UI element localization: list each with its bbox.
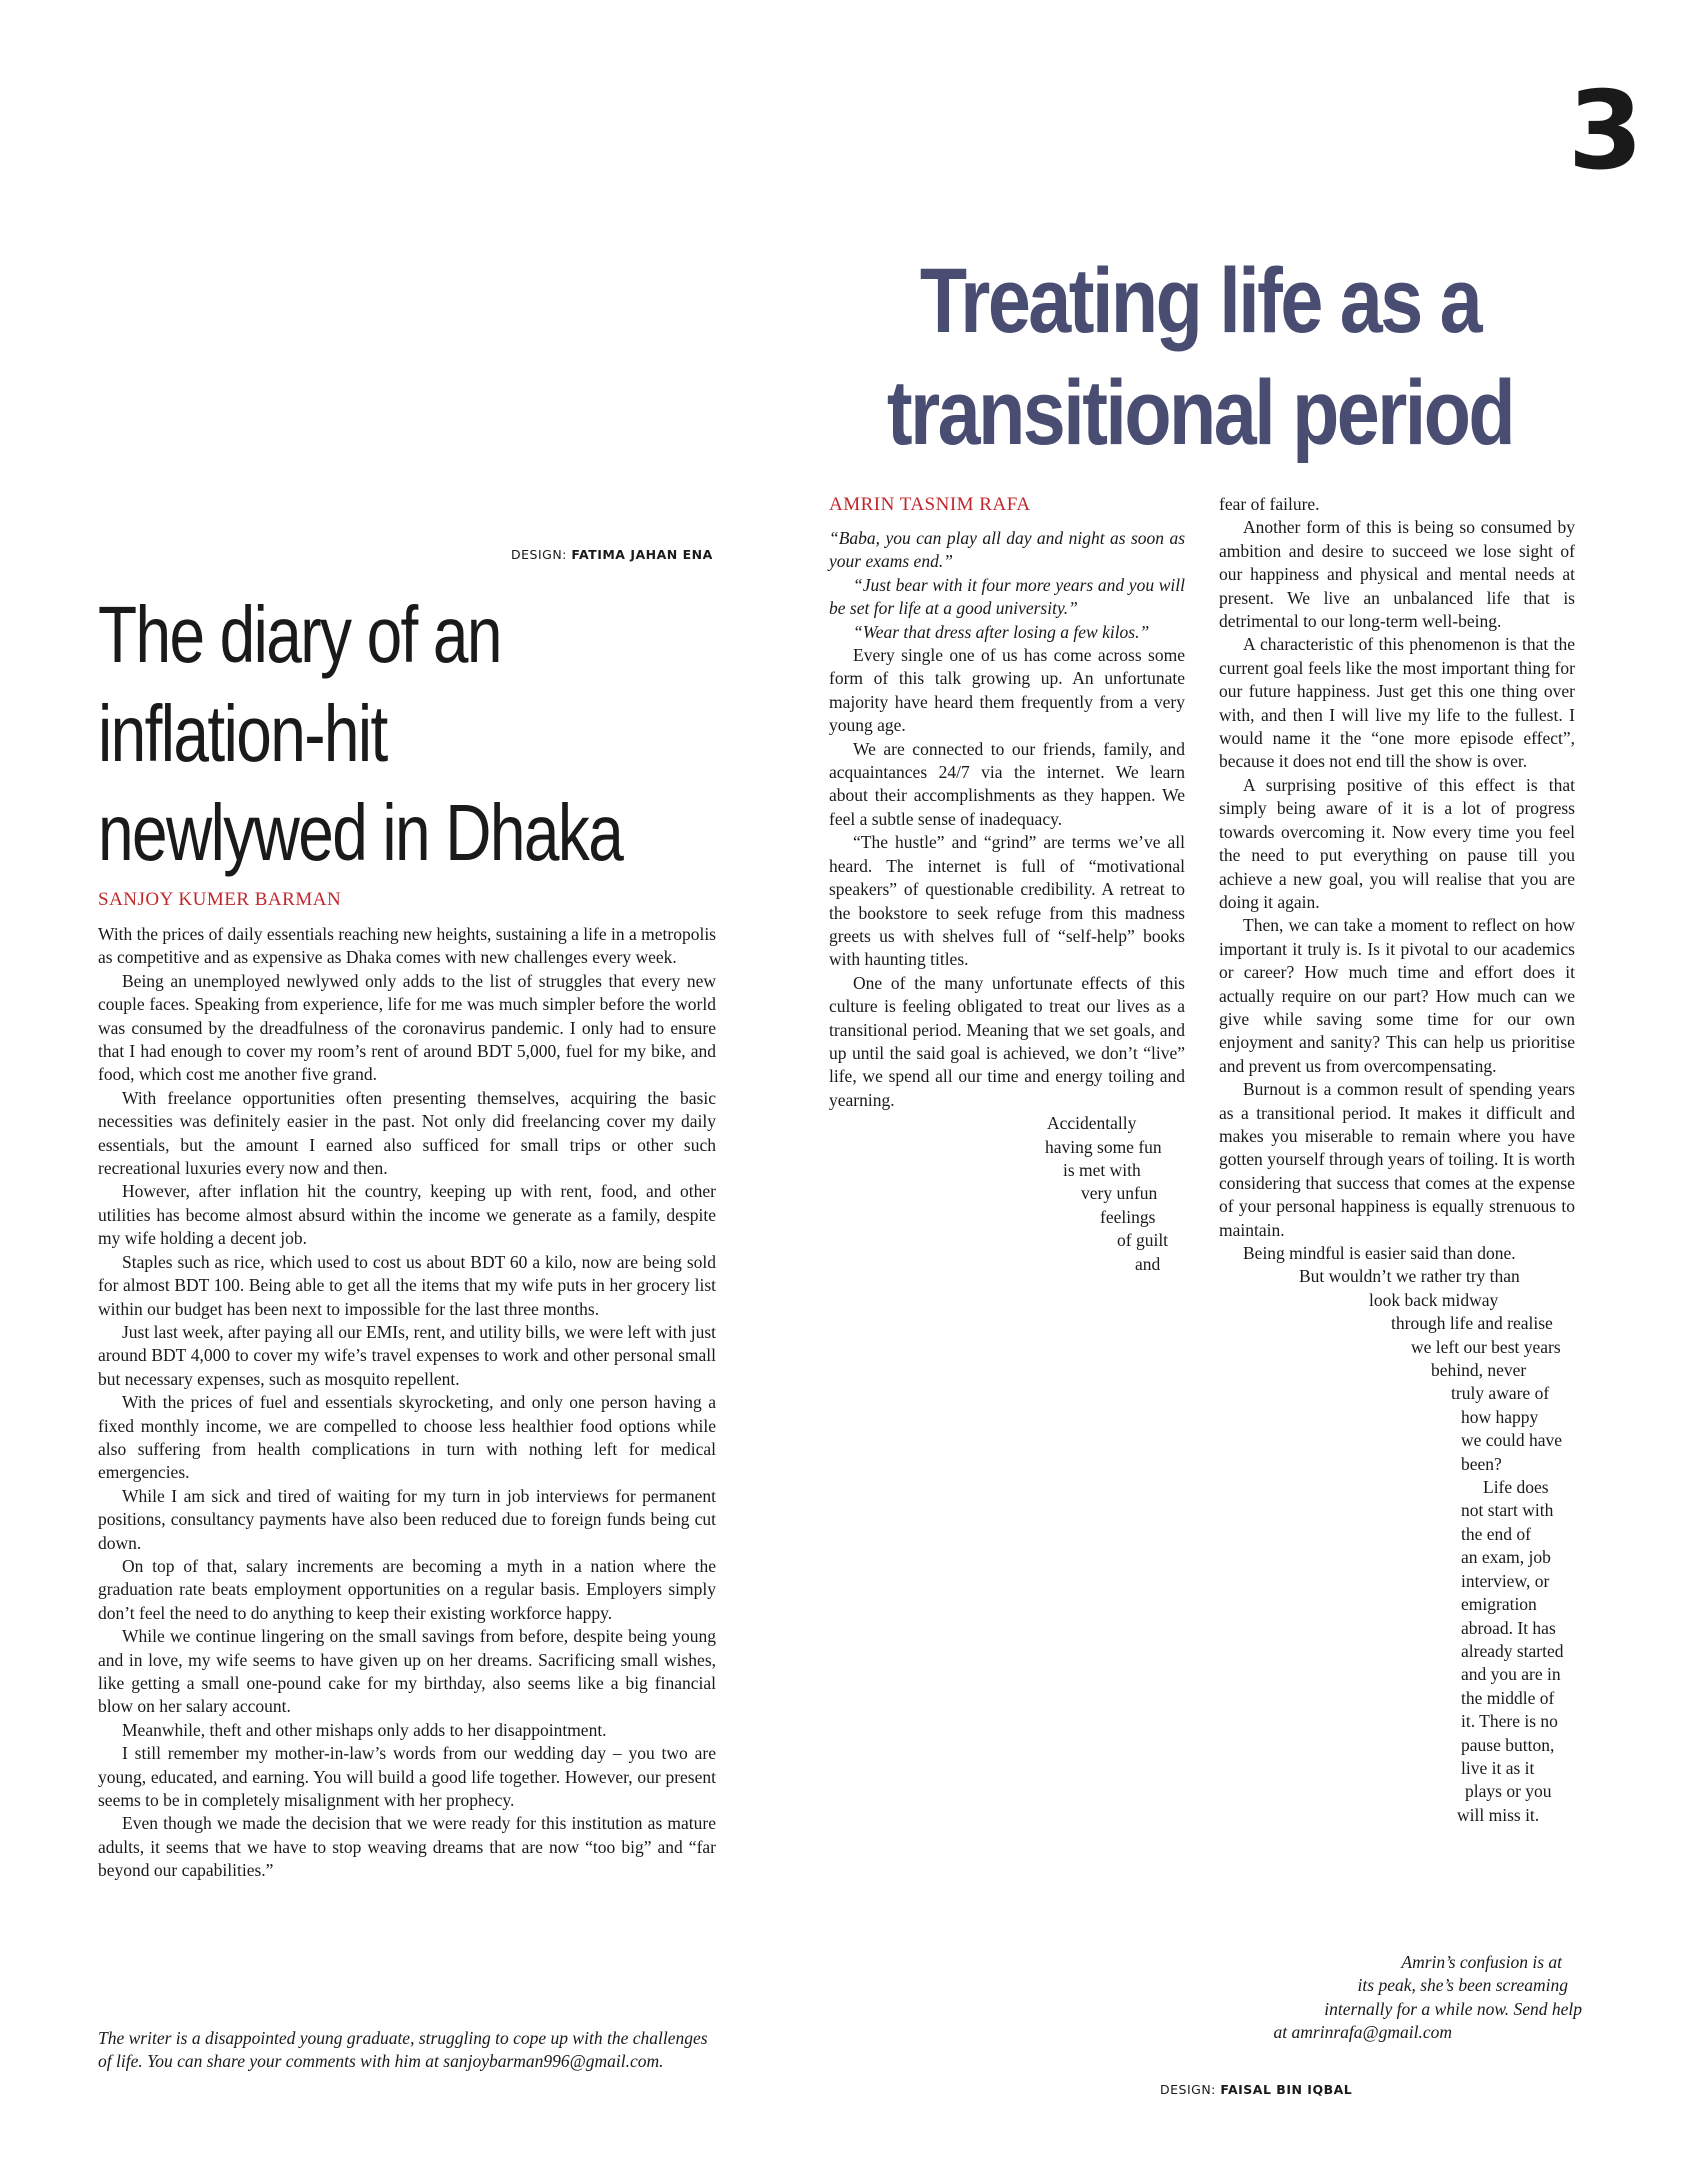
- taper-line: truly aware of: [1451, 1383, 1550, 1404]
- author-note-line: its peak, she’s been screaming: [1357, 1975, 1568, 1996]
- left-design-credit: [511, 547, 713, 562]
- paragraph: With the prices of daily essentials reaching new heights, sustaining a life in a metropolis as competitive and as expensive as Dhaka comes with new challenges every week.: [98, 924, 716, 968]
- right-article-headline: [847, 245, 1553, 469]
- author-note-line: Amrin’s confusion is at: [1401, 1952, 1562, 1972]
- author-note-line: at amrinrafa@gmail.com: [1273, 2022, 1452, 2043]
- taper-line: is met with: [1063, 1159, 1141, 1180]
- taper-line: already started: [1461, 1640, 1564, 1661]
- left-article-body: [98, 923, 716, 1883]
- paragraph: With the prices of fuel and essentials skyrocketing, and only one person having a fixed monthly income, we are compelled to choose less healthier food options while also suffering from health complications in turn with nothing left for medical emergencies.: [98, 1392, 716, 1483]
- taper-line: abroad. It has: [1461, 1617, 1556, 1638]
- paragraph: On top of that, salary increments are becoming a myth in a nation where the graduation rate beats employment opportunities on a regular basis. Employers simply don’t feel the need to do anything to keep their existing workforce happy.: [98, 1555, 716, 1623]
- taper-line: live it as it: [1461, 1757, 1535, 1778]
- quote: “Just bear with it four more years and you will be set for life at a good university.”: [829, 574, 1185, 619]
- paragraph: “The hustle” and “grind” are terms we’ve all heard. The internet is full of “motivational speakers” of questionable credibility. A retreat to the bookstore to seek refuge from this madness greets us with shelves full of “self-help” books with haunting titles.: [829, 832, 1185, 970]
- paragraph: We are connected to our friends, family, and acquaintances 24/7 via the internet. We learn about their accomplishments as they happen. We feel a subtle sense of inadequacy.: [829, 738, 1185, 829]
- right-design-name: FAISAL BIN IQBAL: [1220, 2082, 1353, 2097]
- author-note-line: internally for a while now. Send help: [1324, 1998, 1582, 2019]
- taper-line: we left our best years: [1411, 1336, 1561, 1357]
- paragraph: However, after inflation hit the country, keeping up with rent, food, and other utilities has become almost absurd within the income we generate as a family, despite my wife holding a decent job.: [98, 1181, 716, 1249]
- paragraph: Staples such as rice, which used to cost us about BDT 60 a kilo, now are being sold for almost BDT 100. Being able to get all the items that my wife puts in her grocery list within our budget has been next to impossible for the last three months.: [98, 1251, 716, 1319]
- mid-taper-block: [829, 1112, 1185, 1276]
- paragraph: Another form of this is being so consumed by ambition and desire to succeed we lose sight of our happiness and physical and mental needs at present. We live an unbalanced life that is detrimental to our long-term well-being.: [1219, 517, 1575, 632]
- paragraph: With freelance opportunities often presenting themselves, acquiring the basic necessities was definitely easier in the past. Not only did freelancing cover my daily essentials, but the amount I earned also sufficed for small trips or other such recreational luxuries every now and then.: [98, 1087, 716, 1179]
- paragraph: Then, we can take a moment to reflect on how important it truly is. Is it pivotal to our academics or career? How much time and effort does it actually require on our part? How much can we give while saving some time for our own enjoyment and sanity? This can help us prioritise and prevent us from overcompensating.: [1219, 915, 1575, 1076]
- paragraph: Meanwhile, theft and other mishaps only adds to her disappointment.: [122, 1719, 607, 1740]
- taper-line: very unfun: [1081, 1183, 1158, 1204]
- taper-line: through life and realise: [1391, 1313, 1553, 1334]
- paragraph: Every single one of us has come across some form of this talk growing up. An unfortunate majority have heard them frequently from a very young age.: [829, 645, 1185, 736]
- taper-line: been?: [1461, 1453, 1502, 1474]
- taper-line: we could have: [1461, 1430, 1563, 1451]
- taper-line: the end of: [1461, 1523, 1531, 1544]
- taper-line: look back midway: [1369, 1289, 1499, 1310]
- taper-line: Accidentally: [1047, 1113, 1137, 1134]
- page-number: 3: [1567, 69, 1643, 194]
- taper-line: having some fun: [1045, 1136, 1162, 1157]
- taper-line: behind, never: [1431, 1360, 1527, 1381]
- taper-line: pause button,: [1461, 1734, 1555, 1755]
- right-article-right-column: [1219, 493, 1575, 1827]
- taper-line: interview, or: [1461, 1570, 1550, 1591]
- taper-line: how happy: [1461, 1406, 1539, 1427]
- taper-line: of guilt: [1117, 1230, 1169, 1251]
- left-headline-line-1: The diary of an: [98, 590, 501, 679]
- paragraph: Burnout is a common result of spending years as a transitional period. It makes it difficult and makes you miserable to remain where you have gotten yourself through years of toiling. It is worth considering that success that comes at the expense of your personal happiness is equally strenuous to maintain.: [1219, 1079, 1575, 1240]
- paragraph: While I am sick and tired of waiting for my turn in job interviews for permanent positions, consultancy payments have also been reduced due to foreign funds being cut down.: [98, 1485, 716, 1553]
- taper-line: the middle of: [1461, 1687, 1555, 1708]
- taper-line: will miss it.: [1457, 1804, 1540, 1825]
- taper-line: But wouldn’t we rather try than: [1299, 1266, 1520, 1287]
- left-article-byline: SANJOY KUMER BARMAN: [98, 889, 342, 910]
- writer-note: The writer is a disappointed young graduate, struggling to cope up with the challenges of life. You can share your comments with him at sanjoybarman996@gmail.com.: [98, 2028, 708, 2072]
- right-taper-block: [1219, 1265, 1575, 1827]
- taper-line: emigration: [1461, 1594, 1537, 1615]
- right-design-label: DESIGN:: [1160, 2082, 1221, 2097]
- left-headline-line-3: newlywed in Dhaka: [98, 788, 623, 877]
- taper-line: and you are in: [1461, 1664, 1561, 1685]
- taper-line: and: [1135, 1253, 1161, 1274]
- paragraph: Being mindful is easier said than done.: [1243, 1243, 1516, 1263]
- paragraph: I still remember my mother-in-law’s words from our wedding day – you two are young, educated, and earning. You will build a good life together. However, our present seems to be in completely misalignment with her prophecy.: [98, 1743, 716, 1811]
- right-headline-line-1: Treating life as a: [919, 250, 1481, 352]
- right-article-byline: AMRIN TASNIM RAFA: [829, 494, 1031, 515]
- taper-line: an exam, job: [1461, 1547, 1551, 1568]
- paragraph: A surprising positive of this effect is that simply being aware of it is a lot of progress towards overcoming it. Now every time you feel the need to put everything on pause till you achieve a new goal, you will realise that you are doing it again.: [1219, 774, 1575, 912]
- paragraph: Just last week, after paying all our EMIs, rent, and utility bills, we were left with just around BDT 4,000 to cover my wife’s travel expenses to work and other personal small but necessary expenses, such as mosquito repellent.: [98, 1321, 716, 1389]
- paragraph: fear of failure.: [1219, 494, 1320, 514]
- right-design-credit: [1160, 2082, 1352, 2097]
- author-note: [1222, 1951, 1582, 2045]
- paragraph: One of the many unfortunate effects of this culture is feeling obligated to treat our lives as a transitional period. Meaning that we set goals, and up until the said goal is achieved, we don’t “live” life, we spend all our time and energy toiling and yearning.: [829, 972, 1185, 1110]
- left-article-headline: [98, 585, 658, 882]
- taper-line: feelings: [1100, 1206, 1156, 1227]
- paragraph: Being an unemployed newlywed only adds to the list of struggles that every new couple faces. Speaking from experience, life for me was much simpler before the world was consumed by the dreadfulness of the coronavirus pandemic. I only had to ensure that I had enough to cover my room’s rent of around BDT 5,000, fuel for my bike, and food, which cost me another five grand.: [98, 970, 716, 1085]
- left-design-name: FATIMA JAHAN ENA: [571, 547, 713, 562]
- left-design-label: DESIGN:: [511, 547, 572, 562]
- taper-line: plays or you: [1465, 1781, 1552, 1802]
- quote: “Wear that dress after losing a few kilos.”: [853, 621, 1150, 642]
- right-article-middle-column: [829, 527, 1185, 1276]
- taper-line: not start with: [1461, 1500, 1554, 1521]
- left-headline-line-2: inflation-hit: [98, 689, 387, 778]
- taper-line: Life does: [1483, 1477, 1549, 1498]
- taper-line: it. There is no: [1461, 1711, 1558, 1732]
- paragraph: Even though we made the decision that we were ready for this institution as mature adults, it seems that we have to stop weaving dreams that are now “too big” and “far beyond our capabilities.”: [98, 1813, 716, 1881]
- paragraph: While we continue lingering on the small savings from before, despite being young and in love, my wife seems to have given up on her dreams. Sacrificing small wishes, like getting a small one-pound cake for my birthday, also seems like a big financial blow on her salary account.: [98, 1626, 716, 1717]
- quote: “Baba, you can play all day and night as soon as your exams end.”: [829, 528, 1185, 572]
- right-headline-line-2: transitional period: [886, 362, 1514, 464]
- paragraph: A characteristic of this phenomenon is that the current goal feels like the most important thing for our future happiness. Just get this one thing over with, and then I will live my life to the fullest. I would name it the “one more episode effect”, because it does not end till the show is over.: [1219, 634, 1575, 772]
